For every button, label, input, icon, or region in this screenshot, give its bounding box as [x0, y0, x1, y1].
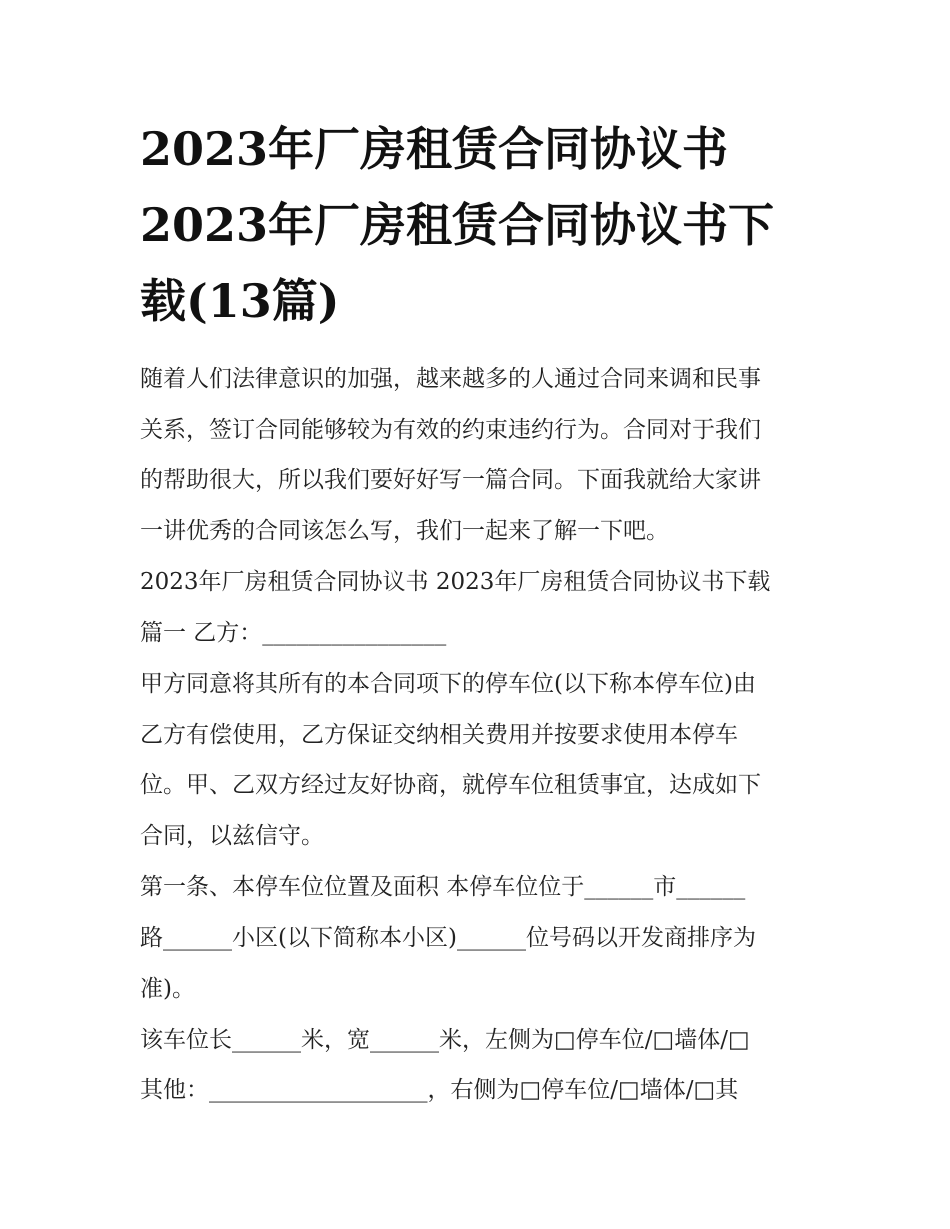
body-text-line: 乙方有偿使用，乙方保证交纳相关费用并按要求使用本停车 — [140, 722, 738, 748]
document-title-line: 2023年厂房租赁合同协议书 — [140, 122, 729, 176]
document-title-line: 载(13篇) — [140, 274, 340, 328]
body-text-line: 一讲优秀的合同该怎么写，我们一起来了解一下吧。 — [140, 518, 669, 544]
body-text-line: 位。甲、乙双方经过友好协商，就停车位租赁事宜，达成如下 — [140, 772, 761, 798]
body-text-line: 甲方同意将其所有的本合同项下的停车位(以下称本停车位)由 — [140, 671, 756, 697]
body-text-line: 路______小区(以下简称本小区)______位号码以开发商排序为 — [140, 925, 756, 951]
body-text-line: 第一条、本停车位位置及面积 本停车位位于______市______ — [140, 874, 746, 900]
body-text-line: 其他：___________________，右侧为□停车位/□墙体/□其 — [140, 1077, 739, 1103]
body-text-line: 准)。 — [140, 976, 195, 1002]
body-text-line: 的帮助很大，所以我们要好好写一篇合同。下面我就给大家讲 — [140, 467, 761, 493]
body-text-line: 2023年厂房租赁合同协议书 2023年厂房租赁合同协议书下载 — [140, 569, 771, 595]
body-text-line: 篇一 乙方：________________ — [140, 620, 447, 646]
body-text-line: 该车位长______米，宽______米，左侧为□停车位/□墙体/□ — [140, 1027, 750, 1053]
document-title-line: 2023年厂房租赁合同协议书下 — [140, 198, 775, 252]
body-text-line: 随着人们法律意识的加强，越来越多的人通过合同来调和民事 — [140, 366, 761, 392]
body-text-line: 合同，以兹信守。 — [140, 823, 324, 849]
body-text-line: 关系，签订合同能够较为有效的约束违约行为。合同对于我们 — [140, 417, 761, 443]
